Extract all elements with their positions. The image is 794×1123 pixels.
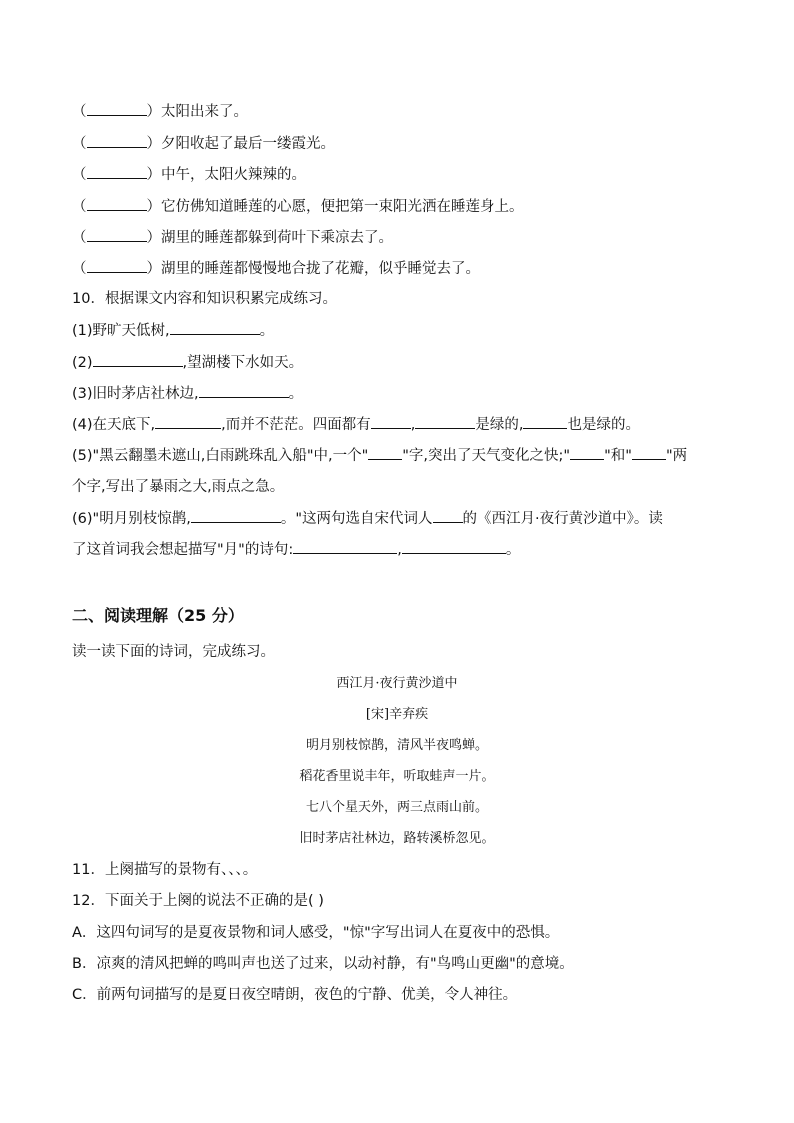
- fill-text: (2): [72, 355, 93, 371]
- question-12-option-b[interactable]: B．凉爽的清风把蝉的鸣叫声也送了过来，以动衬静，有"鸟鸣山更幽"的意境。: [72, 956, 574, 972]
- answer-blank[interactable]: [402, 540, 506, 554]
- order-item-text: 湖里的睡莲都慢慢地合拢了花瓣，似乎睡觉去了。: [161, 261, 480, 277]
- answer-blank[interactable]: [170, 321, 260, 335]
- answer-blank[interactable]: [570, 446, 604, 460]
- fill-text: "和": [604, 448, 632, 464]
- fill-text: 的《西江月·夜行黄沙道中》。读: [462, 511, 663, 527]
- answer-blank[interactable]: [433, 509, 463, 523]
- order-item-text: 夕阳收起了最后一缕霞光。: [161, 136, 335, 152]
- poem-line: 旧时茅店社林边，路转溪桥忽见。: [299, 831, 495, 846]
- poem-author: [宋]辛弃疾: [365, 707, 429, 722]
- order-item: （ ）湖里的睡莲都慢慢地合拢了花瓣，似乎睡觉去了。: [72, 261, 480, 277]
- answer-blank[interactable]: [199, 384, 289, 398]
- fill-text: 也是绿的。: [567, 417, 640, 433]
- poem-title: 西江月·夜行黄沙道中: [336, 676, 458, 691]
- answer-blank[interactable]: [87, 197, 147, 211]
- order-item: （ ）它仿佛知道睡莲的心愿，便把第一束阳光洒在睡莲身上。: [72, 199, 524, 215]
- answer-blank[interactable]: [87, 259, 147, 273]
- fill-text: 。"这两句选自宋代词人: [280, 511, 433, 527]
- question-10-item-3: [72, 384, 303, 403]
- answer-blank[interactable]: [368, 446, 402, 460]
- answer-blank[interactable]: [371, 415, 411, 429]
- question-10-item-4: [72, 415, 640, 434]
- order-item: （ ）湖里的睡莲都躲到荷叶下乘凉去了。: [72, 230, 393, 246]
- poem-line: 明月别枝惊鹊，清风半夜鸣蝉。: [305, 738, 488, 753]
- fill-text: 。: [505, 542, 521, 558]
- section-heading: 二、阅读理解（25 分）: [72, 606, 244, 625]
- question-10-item-1: [72, 321, 274, 340]
- question-10-item-6-cont: [72, 540, 520, 559]
- fill-text: (3)旧时茅店社林边,: [72, 386, 199, 402]
- answer-blank[interactable]: [632, 446, 666, 460]
- section-intro: 读一读下面的诗词，完成练习。: [72, 644, 275, 660]
- order-item-text: 湖里的睡莲都躲到荷叶下乘凉去了。: [161, 230, 393, 246]
- question-12-stem: 12．下面关于上阕的说法不正确的是( ): [72, 893, 324, 909]
- poem-line: 七八个星天外，两三点雨山前。: [305, 800, 488, 815]
- fill-text: ,望湖楼下水如天。: [182, 355, 304, 371]
- question-12-option-c[interactable]: C．前两句词描写的是夏日夜空晴朗，夜色的宁静、优美，令人神往。: [72, 987, 518, 1003]
- answer-blank[interactable]: [191, 509, 281, 523]
- fill-text: ,而并不茫茫。四面都有: [221, 417, 371, 433]
- order-item-text: 它仿佛知道睡莲的心愿，便把第一束阳光洒在睡莲身上。: [161, 199, 524, 215]
- fill-text: 。: [259, 323, 275, 339]
- question-10-item-5-cont: 个字,写出了暴雨之大,雨点之急。: [72, 479, 285, 495]
- order-item: （ ）中午，太阳火辣辣的。: [72, 167, 306, 183]
- answer-blank[interactable]: [523, 415, 567, 429]
- answer-blank[interactable]: [87, 102, 147, 116]
- fill-text: "两: [665, 448, 688, 464]
- answer-blank[interactable]: [87, 228, 147, 242]
- answer-blank[interactable]: [293, 540, 397, 554]
- fill-text: (4)在天底下,: [72, 417, 156, 433]
- order-item: （ ）太阳出来了。: [72, 104, 248, 120]
- fill-text: 。: [288, 386, 304, 402]
- answer-blank[interactable]: [87, 134, 147, 148]
- question-10-item-2: [72, 353, 303, 372]
- order-item-text: 太阳出来了。: [161, 104, 248, 120]
- question-12-option-a[interactable]: A．这四句词写的是夏夜景物和词人感受，"惊"字写出词人在夏夜中的恐惧。: [72, 925, 560, 941]
- question-10-item-5: [72, 446, 687, 465]
- fill-text: 了这首词我会想起描写"月"的诗句:: [72, 542, 294, 558]
- answer-blank[interactable]: [87, 165, 147, 179]
- question-11: 11．上阕描写的景物有、、、。: [72, 862, 258, 878]
- poem-line: 稻花香里说丰年，听取蛙声一片。: [299, 769, 495, 784]
- order-item-text: 中午，太阳火辣辣的。: [161, 167, 306, 183]
- answer-blank[interactable]: [93, 353, 183, 367]
- fill-text: ,: [410, 417, 416, 433]
- fill-text: (5)"黑云翻墨未遮山,白雨跳珠乱入船"中,一个": [72, 448, 369, 464]
- order-item: （ ）夕阳收起了最后一缕霞光。: [72, 136, 335, 152]
- fill-text: "字,突出了天气变化之快;": [402, 448, 571, 464]
- fill-text: ,: [397, 542, 402, 558]
- fill-text: (1)野旷天低树,: [72, 323, 170, 339]
- fill-text: (6)"明月别枝惊鹊,: [72, 511, 191, 527]
- answer-blank[interactable]: [155, 415, 221, 429]
- question-10-title: 10．根据课文内容和知识积累完成练习。: [72, 291, 337, 307]
- question-10-item-6: [72, 509, 663, 528]
- answer-blank[interactable]: [415, 415, 475, 429]
- fill-text: 是绿的,: [475, 417, 524, 433]
